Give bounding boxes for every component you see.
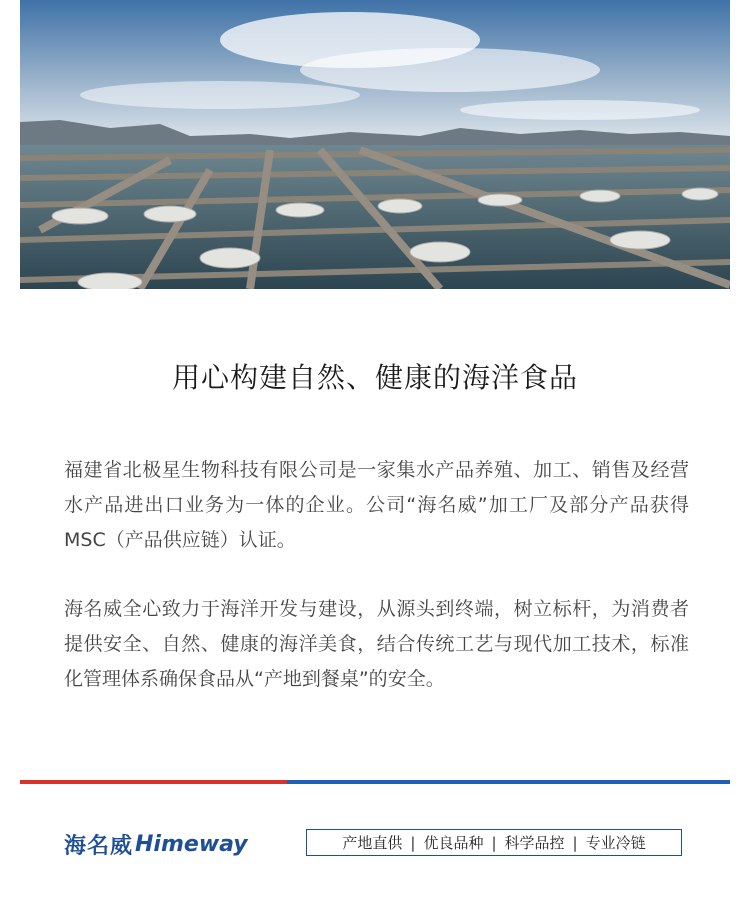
himeway-logo [64, 828, 248, 860]
slogan-item: 专业冷链 [585, 834, 646, 852]
slogan-separator: | [410, 833, 416, 852]
fish-farm-photo [20, 0, 730, 289]
slogan-item: 产地直供 [342, 834, 403, 852]
color-divider [20, 780, 730, 784]
slogan-separator: | [572, 833, 578, 852]
slogan-separator: | [491, 833, 497, 852]
divider-red-segment [20, 780, 287, 784]
logo-english-text: Himeway [135, 831, 248, 857]
divider-blue-segment [287, 780, 730, 784]
mission-paragraph: 海名威全心致力于海洋开发与建设，从源头到终端，树立标杆，为消费者提供安全、自然、健康的海洋美食，结合传统工艺与现代加工技术，标准化管理体系确保食品从“产地到餐桌”的安全。 [64, 598, 689, 690]
slogan-item: 科学品控 [504, 834, 565, 852]
intro-paragraph: 福建省北极星生物科技有限公司是一家集水产品养殖、加工、销售及经营水产品进出口业务为一体的企业。公司“海名威”加工厂及部分产品获得MSC（产品供应链）认证。 [64, 459, 689, 551]
slogan-box [306, 829, 682, 856]
logo-chinese-text: 海名威 [64, 833, 134, 859]
fish-farm-photo-icon [20, 0, 730, 289]
slogan-item: 优良品种 [423, 834, 484, 852]
page-title: 用心构建自然、健康的海洋食品 [171, 361, 578, 394]
